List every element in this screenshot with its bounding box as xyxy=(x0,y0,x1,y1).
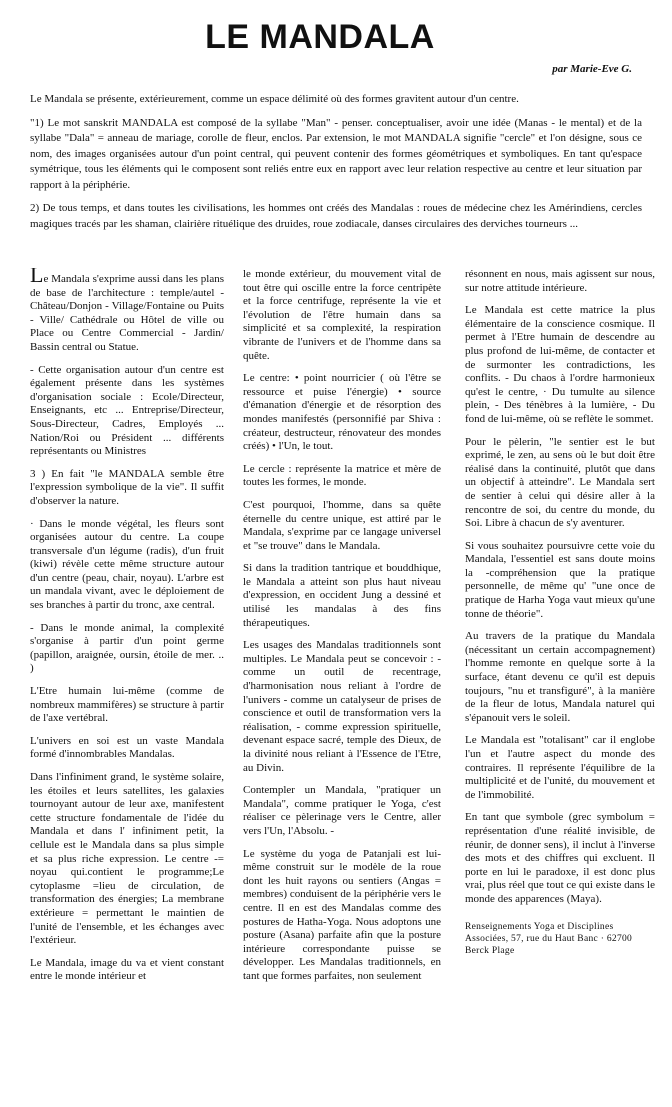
column-3 xyxy=(465,268,655,1098)
article-title: LE MANDALA xyxy=(205,18,435,56)
column-paragraph: Le système du yoga de Patanjali est lui-même construit sur le modèle de la roue dont les huit rayons ou sentiers (Angas = membres) conduisent de la périphérie vers le centre. Il en est des Mandalas comme des postures de Hatha-Yoga. Nous adoptons une posture (Asana) parfaite afin que la posture intérieure correspondante puisse se développer. Les Mandalas traditionnels, en tant que formes parfaites, non seulement xyxy=(243,847,441,982)
author-byline: par Marie-Eve G. xyxy=(552,63,632,75)
column-paragraph xyxy=(30,268,224,355)
intro-paragraph: Le Mandala se présente, extérieurement, comme un espace délimité où des formes gravitent autour d'un centre. xyxy=(30,93,519,105)
column-paragraph: 3 ) En fait "le MANDALA semble être l'expression symbolique de la vie". Il suffit d'observer la nature. xyxy=(30,467,224,507)
column-paragraph: résonnent en nous, mais agissent sur nous, sur notre attitude intérieure. xyxy=(465,268,655,294)
column-paragraph: Le centre: • point nourricier ( où l'être se ressource et puise l'énergie) • source d'émanation d'énergie et de résorption des mondes manifestés (personnifié par Shiva : créateur, destructeur, rénovateur des mondes créés) • l'Un, le tout. xyxy=(243,372,441,453)
column-paragraph: Contempler un Mandala, "pratiquer un Mandala", comme pratiquer le Yoga, c'est réaliser ce pèlerinage vers le Centre, aller vers l'Un, l'Absolu. - xyxy=(243,784,441,837)
column-paragraph: Le Mandala, image du va et vient constant entre le monde intérieur et xyxy=(30,956,224,983)
column-paragraph: Dans l'infiniment grand, le système solaire, les étoiles et leurs satellites, les galaxies tournoyant autour de leur axe, manifestent cette structure fondamentale de l'idée du Mandala et dans l' infiniment petit, la cellule est le Mandala dans sa plus simple et sa plus riche expression. Le centre -= noyau qui.contient le programme;Le cytoplasme =lieu de circulation, de transformation des énergies; La membrane extérieure = permettant le maintien de l'unité de l'ensemble, et les échanges avec l'extérieur. xyxy=(30,771,224,947)
paragraph-text: e Mandala s'exprime aussi dans les plans de base de l'architecture : temple/autel - Château/Donjon - Village/Fontaine ou Puits - Ville/ Cathédrale ou Hôtel de ville ou Place ou Centre Commercial - Jardin/ Bassin central ou Statue. xyxy=(30,273,224,353)
column-paragraph: le monde extérieur, du mouvement vital de tout être qui oscille entre la force centripète et la force centrifuge, représente la vie et l'évolution de l'être humain dans sa simplicité et sa complexité, la respiration vibrante de l'univers et de l'homme dans sa quête. xyxy=(243,268,441,362)
column-paragraph: Au travers de la pratique du Mandala (nécessitant un certain accompagnement) l'homme remonte en quelque sorte à la surface, étant devenu ce qu'il est depuis toujours, "nu et transfiguré", à la manière de la fleur de lotus, Mandala naturel qui s'épanouit vers le soleil. xyxy=(465,630,655,724)
column-paragraph: Si vous souhaitez poursuivre cette voie du Mandala, l'essentiel est sans doute moins la -compréhension que la pratique personnelle, de même qu' "une once de pratique de Harha Yoga vaut mieux qu'une tonne de théorie". xyxy=(465,539,655,620)
intro-paragraph: 2) De tous temps, et dans toutes les civilisations, les hommes ont créés des Mandalas : roues de médecine chez les Amérindiens, cercles magiques tracés par les shaman, clairière rituélique des druides, roue zodiacale, danses circulaires des derviches tourneurs ... xyxy=(30,202,642,230)
column-1 xyxy=(30,268,224,1098)
column-paragraph: - Cette organisation autour d'un centre est également présente dans les systèmes d'organisation sociale : Ecole/Directeur, Enseignants, etc ... Entreprise/Directeur, Sous-Directeur, Cadres, Employés ... Nation/Roi ou Président ... différents représentants ou Ministres xyxy=(30,363,224,458)
intro-section xyxy=(30,92,642,240)
intro-paragraph: "1) Le mot sanskrit MANDALA est composé de la syllabe "Man" - penser. conceptualiser, avoir une idée (Manas - le mental) et de la syllabe "Dala" = anneau de mariage, corolle de fleur, enclos. Par extension, le mot MANDALA signifie "cercle" et l'on désigne, sous ce nom, des images organisées autour d'un point central, qui peuvent contenir des formes géométriques et symboliques. En tant qu'espace symétrique, tous les éléments qui le composent sont reliés entre eux en rapport avec leur relation respective au centre et leur situation par rapport à la périphérie. xyxy=(30,116,642,191)
column-paragraph: Les usages des Mandalas traditionnels sont multiples. Le Mandala peut se concevoir : - comme un outil de recentrage, d'harmonisation nous reliant à l'ordre de l'univers - comme un catalyseur de prises de conscience et outil de transformation vers la réalisation, - comme expression spirituelle, devenant espace sacré, temple des Dieux, de la divinité nous reliant à l'Essence de l'Etre, au Divin. xyxy=(243,639,441,774)
column-paragraph: Le Mandala est cette matrice la plus élémentaire de la conscience cosmique. Il permet à l'Etre humain de descendre au plus profond de lui-même, de contacter et de surmonter les contradictions, les conflits. - Du chaos à l'ordre harmonieux qu'est le centre, · Du tumulte au silence plein, - Des ténèbres à la lumière, - Du fond de lui-même, où se reflète le sommet. xyxy=(465,304,655,425)
drop-cap: L xyxy=(30,268,44,287)
contact-footer: Renseignements Yoga et Disciplines Associées, 57, rue du Haut Banc · 62700 Berck Plage xyxy=(465,921,633,956)
column-paragraph: - Dans le monde animal, la complexité s'organise à partir d'un point germe (papillon, araignée, oursin, étoile de mer. .. ) xyxy=(30,621,224,675)
column-paragraph: C'est pourquoi, l'homme, dans sa quête éternelle du centre unique, est attiré par le Mandala, s'exprime par ce langage universel et "se trouve" dans le Mandala. xyxy=(243,498,441,552)
column-paragraph: L'Etre humain lui-même (comme de nombreux mammifères) se structure à partir de l'axe vertébral. xyxy=(30,685,224,725)
column-paragraph: Le cercle : représente la matrice et mère de toutes les formes, le monde. xyxy=(243,462,441,489)
column-paragraph: Si dans la tradition tantrique et bouddhique, le Mandala a atteint son plus haut niveau d'expression, en occident Jung a dessiné et utilisé les mandalas à des fins thérapeutiques. xyxy=(243,562,441,629)
column-paragraph: En tant que symbole (grec symbolum = représentation d'une réalité invisible, de réunir, de donner sens), il inclut à l'inverse des mots et des chiffres qui excluent. Il porte en lui le paradoxe, il est donc plus vrai, plus réel que tout ce qui existe dans le monde des apparences (Maya). xyxy=(465,811,655,905)
column-paragraph: L'univers en soi est un vaste Mandala formé d'innombrables Mandalas. xyxy=(30,734,224,761)
column-paragraph: Le Mandala est "totalisant" car il englobe l'un et l'autre aspect du monde des contraires. Il représente l'équilibre de la multiplicité et de l'unité, du mouvement et de l'immobilité. xyxy=(465,734,655,801)
column-2 xyxy=(243,268,441,1098)
column-paragraph: · Dans le monde végétal, les fleurs sont organisées autour du centre. La coupe transversale d'un légume (radis), d'un fruit (kiwi) révèle cette même structure autour d'un centre (peau, chair, noyau). L'arbre est un mandala vivant, avec le déploiement de ses branches à partir du tronc, axe central. xyxy=(30,517,224,612)
column-paragraph: Pour le pèlerin, "le sentier est le but exprimé, le zen, au sens où le but doit être réalisé dans la continuité, plutôt que dans un objectif à atteindre". Le Mandala sert de sentier à celui qui désire aller à la rencontre de soi, du centre du monde, du Soi. Libre à chacun de s'y aventurer. xyxy=(465,435,655,530)
